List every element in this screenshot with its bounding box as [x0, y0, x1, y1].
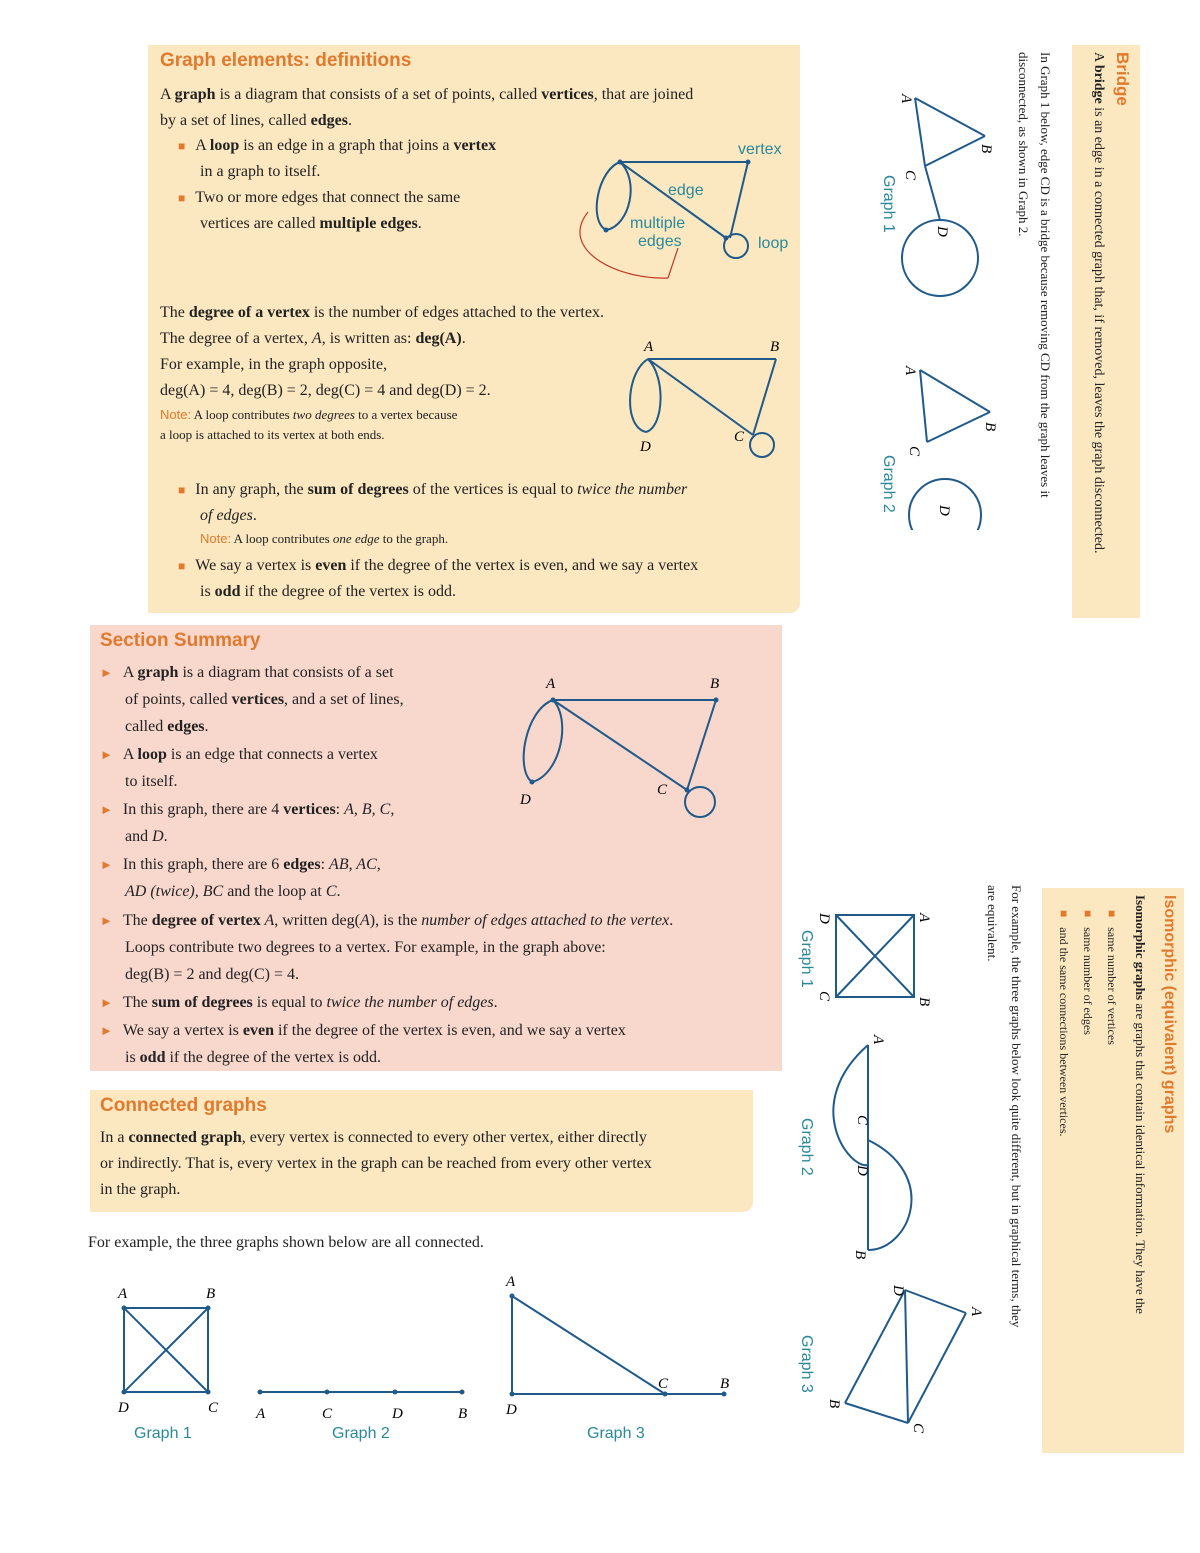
- isomorphic-title: Isomorphic (equivalent) graphs: [1161, 895, 1178, 1134]
- loop-label: loop: [758, 235, 789, 252]
- isomorphic-example: For example, the three graphs below look quite different, but in graphical terms, they are equivalent.: [985, 885, 1024, 1328]
- svg-text:D: D: [890, 1285, 906, 1296]
- sum-of-degrees: ■ In any graph, the sum of degrees of the vertices is equal to twice the number of edges.: [178, 481, 688, 524]
- svg-text:A: A: [968, 1307, 984, 1317]
- bridge-graphs: [870, 80, 1000, 530]
- svg-text:A: A: [506, 1274, 516, 1290]
- svg-text:D: D: [640, 439, 651, 455]
- svg-text:D: D: [118, 1400, 129, 1416]
- vertex-label: vertex: [738, 141, 782, 158]
- svg-text:B: B: [916, 997, 932, 1007]
- iso-graph2-label: Graph 2: [798, 1118, 815, 1176]
- svg-text:A: A: [256, 1406, 266, 1422]
- summary-item-sum: ► The sum of degrees is equal to twice the number of edges.: [100, 994, 498, 1011]
- summary-item-vertices: ► In this graph, there are 4 vertices: A, B, C, and D.: [100, 801, 395, 845]
- connected-definition: In a connected graph, every vertex is connected to every other vertex, either directly or indirectly. That is, every vertex in the graph can be reached from every other vertex in the graph.: [100, 1129, 652, 1198]
- svg-text:D: D: [936, 505, 952, 516]
- svg-text:B: B: [710, 676, 720, 692]
- svg-text:D: D: [506, 1402, 517, 1418]
- svg-text:C: C: [322, 1406, 333, 1422]
- summary-item-even-odd: ► We say a vertex is even if the degree of the vertex is even, and we say a vertex is odd if the degree of the vertex is odd.: [100, 1022, 626, 1066]
- summary-graph: [500, 670, 760, 820]
- svg-text:C: C: [734, 429, 745, 445]
- summary-item-edges: ► In this graph, there are 6 edges: AB, AC, AD (twice), BC and the loop at C.: [100, 856, 381, 900]
- svg-text:D: D: [392, 1406, 403, 1422]
- definitions-title: Graph elements: definitions: [160, 50, 412, 71]
- isomorphic-graphs: [790, 905, 990, 1445]
- degree-definition: The degree of a vertex is the number of edges attached to the vertex. The degree of a vertex, A, is written as: deg(A). For example, in the graph opposite, deg(A) = 4, deg(B) = 2, deg(C) = 4 and deg(D) = 2.: [160, 304, 604, 399]
- summary-item-loop: ► A loop is an edge that connects a vertex to itself.: [100, 746, 378, 790]
- svg-text:B: B: [206, 1286, 216, 1302]
- bridge-box: [1072, 45, 1140, 618]
- svg-text:A: A: [118, 1286, 128, 1302]
- iso-graph3-label: Graph 3: [798, 1335, 815, 1393]
- svg-text:A: A: [644, 339, 654, 355]
- svg-text:A: A: [898, 94, 914, 104]
- connected-graphs-box: [90, 1090, 753, 1212]
- loop-multiple-edges-diagram: [558, 140, 798, 310]
- connected-example-graphs: [90, 1270, 770, 1460]
- svg-text:B: B: [458, 1406, 468, 1422]
- sum-note: Note: A loop contributes one edge to the graph.: [200, 531, 449, 546]
- svg-text:B: B: [982, 422, 998, 432]
- bridge-example: In Graph 1 below, edge CD is a bridge because removing CD from the graph leaves it disconnected, as shown in Graph 2.: [1016, 52, 1053, 498]
- bridge-graph1-label: Graph 1: [880, 175, 897, 233]
- svg-text:C: C: [854, 1115, 870, 1126]
- isomorphic-definition: Isomorphic graphs are graphs that contain identical information. They have the: [1133, 895, 1148, 1314]
- connected-graph3-label: Graph 3: [587, 1425, 645, 1442]
- connected-graph2-label: Graph 2: [332, 1425, 390, 1442]
- svg-text:B: B: [720, 1376, 730, 1392]
- svg-text:C: C: [208, 1400, 219, 1416]
- multiple-label: multiple: [630, 215, 686, 232]
- svg-text:B: B: [770, 339, 780, 355]
- svg-text:D: D: [816, 913, 832, 924]
- svg-text:B: B: [826, 1399, 842, 1409]
- svg-text:C: C: [910, 1423, 926, 1434]
- svg-text:C: C: [902, 170, 918, 181]
- svg-text:C: C: [906, 446, 922, 457]
- edge-label: edge: [668, 182, 704, 199]
- svg-text:C: C: [657, 782, 668, 798]
- summary-item-degree: ► The degree of vertex A, written deg(A), is the number of edges attached to the vertex. Loops contribute two degrees to a vertex. For example, in the graph above: deg(B) = 2 and deg(C) = 4.: [100, 912, 674, 983]
- summary-title: Section Summary: [100, 630, 261, 651]
- definitions-box: [148, 45, 800, 613]
- connected-title: Connected graphs: [100, 1095, 267, 1116]
- svg-text:A: A: [870, 1035, 886, 1045]
- svg-text:A: A: [546, 676, 556, 692]
- svg-text:D: D: [520, 792, 531, 808]
- connected-graph1-label: Graph 1: [134, 1425, 192, 1442]
- definition-loop: ■ A loop is an edge in a graph that joins a vertex in a graph to itself.: [178, 137, 497, 180]
- iso-graph1-label: Graph 1: [798, 930, 815, 988]
- degree-example-graph: [618, 337, 788, 467]
- degree-note: Note: A loop contributes two degrees to a vertex because a loop is attached to its vertex at both ends.: [160, 407, 458, 442]
- svg-text:D: D: [934, 226, 950, 237]
- summary-item-graph: ► A graph is a diagram that consists of a set of points, called vertices, and a set of lines, called edges.: [100, 664, 404, 735]
- even-odd-definition: ■ We say a vertex is even if the degree of the vertex is even, and we say a vertex is odd if the degree of the vertex is odd.: [178, 557, 699, 600]
- svg-text:C: C: [658, 1376, 669, 1392]
- bridge-title: Bridge: [1113, 52, 1132, 106]
- svg-text:C: C: [816, 991, 832, 1002]
- svg-text:A: A: [902, 366, 918, 376]
- definition-graph: A graph is a diagram that consists of a set of points, called vertices, that are joined by a set of lines, called edges.: [160, 86, 694, 129]
- definition-multiple-edges: ■ Two or more edges that connect the same vertices are called multiple edges.: [178, 189, 461, 232]
- section-summary-box: [90, 625, 782, 1071]
- connected-example-text: For example, the three graphs shown below are all connected.: [88, 1234, 484, 1251]
- bridge-graph2-label: Graph 2: [880, 455, 897, 513]
- bridge-definition: A bridge is an edge in a connected graph that, if removed, leaves the graph disconnected.: [1091, 52, 1106, 554]
- svg-text:B: B: [978, 144, 994, 154]
- svg-text:B: B: [852, 1250, 868, 1260]
- svg-text:A: A: [916, 913, 932, 923]
- isomorphic-list: ■same number of vertices ■same number of edges ■and the same connections between vertices.: [1057, 910, 1119, 1137]
- edges-label: edges: [638, 233, 682, 250]
- svg-text:D: D: [854, 1165, 870, 1176]
